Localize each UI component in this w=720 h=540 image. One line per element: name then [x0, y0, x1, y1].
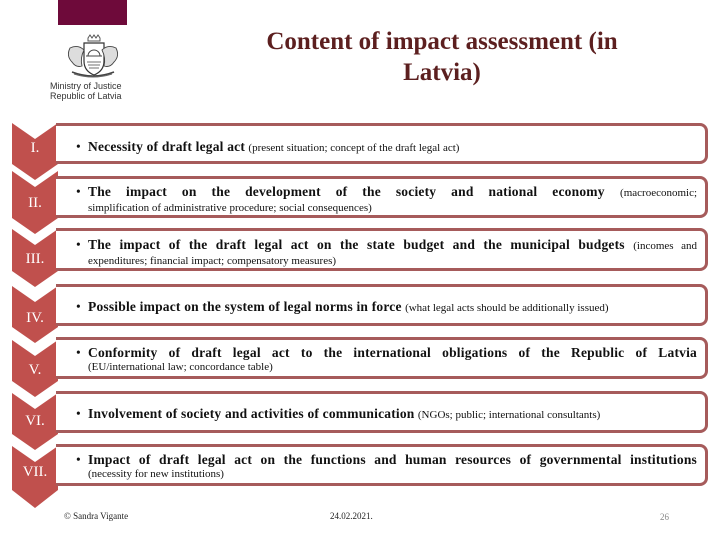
numeral-label: III.: [25, 251, 45, 267]
ministry-name: [50, 81, 150, 101]
numeral-label: IV.: [26, 310, 44, 326]
title-line1: Content of impact assessment (in: [266, 28, 618, 55]
bullet: •: [76, 345, 81, 360]
item-heading: Possible impact on the system of legal norms in force: [88, 299, 402, 314]
item-box: [56, 444, 708, 486]
chevron-4: [12, 286, 58, 344]
item-note-line2: simplification of administrative procedure; social consequences): [88, 202, 372, 214]
item-heading: The impact on the development of the society and national economy: [88, 184, 605, 199]
ministry-name-line1: Ministry of Justice: [50, 81, 122, 91]
chevron-5: [12, 340, 58, 398]
item-note: (incomes and: [633, 240, 697, 252]
page-title: [232, 26, 652, 88]
item-heading: Impact of draft legal act on the functions and human resources of governmental institutions: [88, 452, 697, 467]
list-item-4: [0, 284, 720, 344]
footer-date: 24.02.2021.: [330, 511, 373, 521]
item-box: [56, 337, 708, 379]
list-item-5: [0, 337, 720, 397]
item-box: [56, 228, 708, 271]
item-note: (NGOs; public; international consultants): [417, 409, 601, 421]
item-text: [76, 184, 697, 216]
item-note: (present situation; concept of the draft legal act): [248, 142, 460, 154]
numeral-label: II.: [28, 195, 42, 211]
bullet: •: [76, 452, 81, 467]
numeral-label: V.: [28, 362, 42, 378]
item-note-line2: (necessity for new institutions): [88, 468, 224, 480]
bullet: •: [76, 184, 81, 199]
list-item-1: [0, 123, 720, 183]
item-text: [76, 406, 697, 423]
item-text: [76, 139, 697, 156]
list-item-6: [0, 391, 720, 451]
accent-bar: [58, 0, 127, 25]
chevron-7: [12, 446, 58, 508]
item-note: (macroeconomic;: [620, 187, 698, 199]
item-box: [56, 176, 708, 218]
item-note-line2: expenditures; financial impact; compensatory measures): [88, 255, 337, 267]
footer-author: © Sandra Vigante: [64, 511, 129, 521]
list-item-3: [0, 228, 720, 288]
bullet: •: [76, 237, 81, 252]
item-text: [76, 452, 697, 482]
chevron-3: [12, 229, 58, 287]
bullet: •: [76, 139, 81, 154]
bullet: •: [76, 299, 81, 314]
item-box: [56, 284, 708, 326]
item-heading: Conformity of draft legal act to the international obligations of the Republic of Latvia: [88, 345, 697, 360]
item-text: [76, 345, 697, 375]
numeral-label: I.: [30, 140, 40, 156]
page-number: 26: [660, 512, 669, 522]
list-item-2: [0, 176, 720, 236]
numeral-label: VII.: [22, 464, 48, 480]
item-note: (what legal acts should be additionally issued): [405, 302, 609, 314]
numeral-label: VI.: [25, 413, 45, 429]
item-box: [56, 391, 708, 433]
item-box: [56, 123, 708, 164]
item-note-line2: (EU/international law; concordance table): [88, 361, 273, 373]
chevron-2: [12, 171, 58, 234]
item-heading: The impact of the draft legal act on the state budget and the municipal budgets: [88, 237, 625, 252]
ministry-logo: [50, 34, 140, 116]
item-heading: Involvement of society and activities of communication: [88, 406, 415, 421]
title-line2: Latvia): [403, 59, 481, 86]
ministry-name-line2: Republic of Latvia: [50, 91, 122, 101]
chevron-6: [12, 393, 58, 451]
item-text: [76, 299, 697, 316]
coat-of-arms-icon: [58, 34, 128, 80]
item-text: [76, 237, 697, 269]
bullet: •: [76, 406, 81, 421]
item-heading: Necessity of draft legal act: [88, 139, 246, 154]
